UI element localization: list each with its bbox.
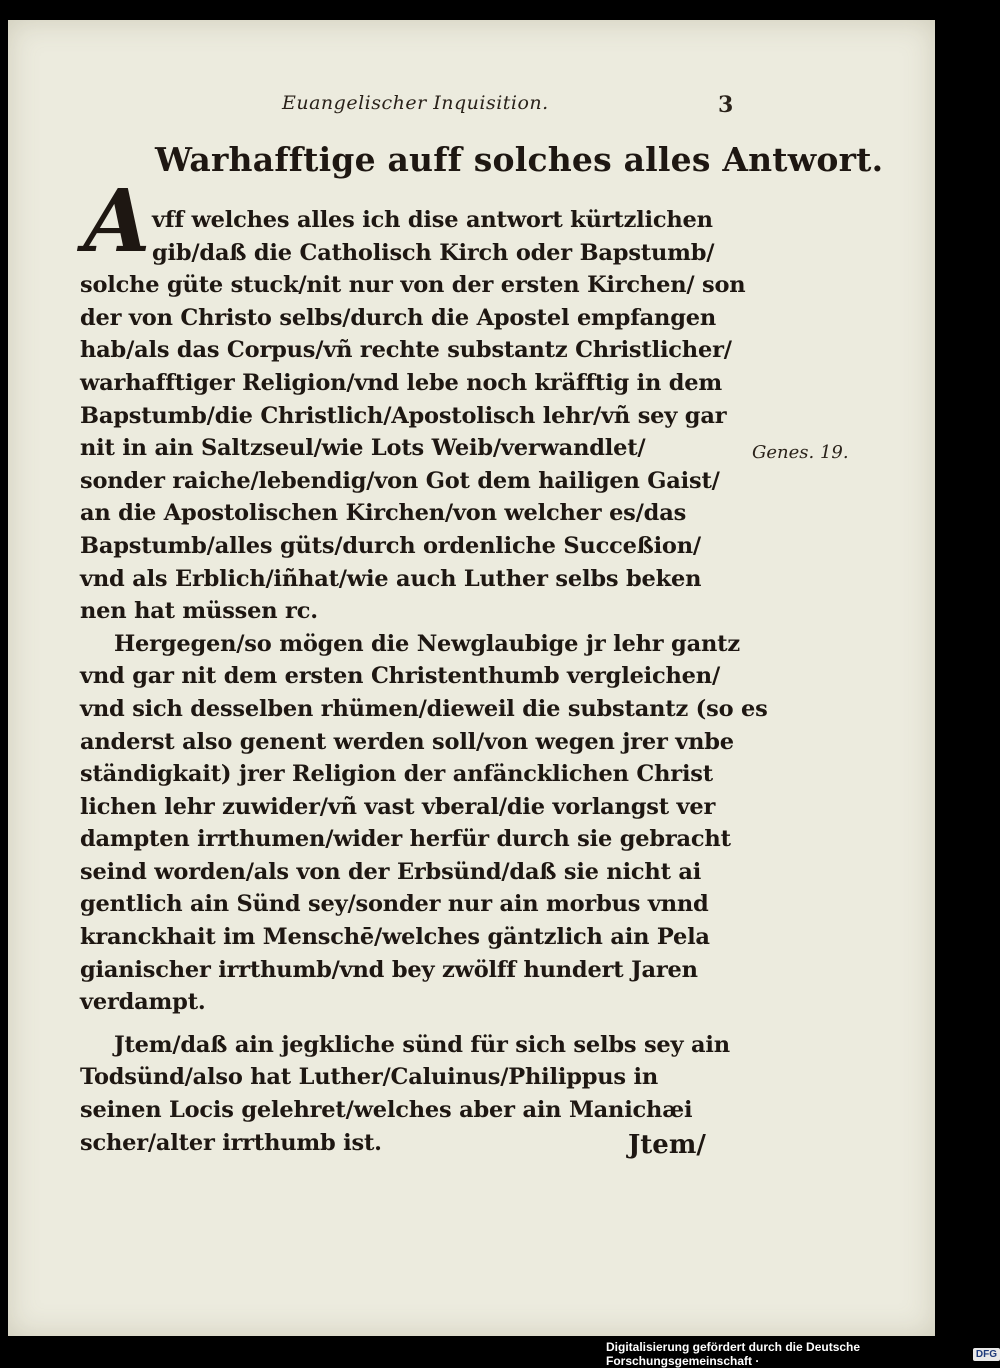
margin-note: Genes. 19. [752,442,849,463]
page-number: 3 [718,92,734,118]
text-line: scher/alter irrthumb ist. [80,1129,382,1156]
text-line: gianischer irrthumb/vnd bey zwölff hundert Jaren [80,956,698,983]
text-line: gentlich ain Sünd sey/sonder nur ain morbus vnnd [80,891,709,918]
dfg-logo-badge: DFG [973,1348,1000,1361]
text-line: ständigkait) jrer Religion der anfäncklichen Christ [80,761,713,788]
digitization-footer [606,1340,1000,1368]
text-line: solche güte stuck/nit nur von der ersten Kirchen/ son [80,272,746,299]
text-line: seinen Locis gelehret/welches aber ain Manichæi [80,1097,693,1124]
text-line: warhafftiger Religion/vnd lebe noch kräfftig in dem [80,369,723,396]
text-line: seind worden/als von der Erbsünd/daß sie nicht ai [80,858,702,885]
text-line: nit in ain Saltzseul/wie Lots Weib/verwandlet/ [80,435,646,462]
running-head: Euangelischer Inquisition. [282,92,549,114]
text-line: hab/als das Corpus/vñ rechte substantz Christlicher/ [80,337,732,364]
text-line: vff welches alles ich dise antwort kürtzlichen [152,207,713,233]
text-line: nen hat müssen rc. [80,598,318,625]
text-line: verdampt. [80,989,206,1016]
text-line: Todsünd/also hat Luther/Caluinus/Philippus in [80,1064,659,1091]
text-line: dampten irrthumen/wider herfür durch sie gebracht [80,826,731,853]
paragraph-gap [80,1019,740,1029]
page-header [0,92,1000,122]
text-line: vnd sich desselben rhümen/dieweil die substantz (so es [80,695,768,722]
text-line: vnd gar nit dem ersten Christenthumb vergleichen/ [80,663,720,690]
catchword: Jtem/ [628,1130,706,1160]
text-line: gib/daß die Catholisch Kirch oder Bapstumb/ [152,239,715,266]
text-line: der von Christo selbs/durch die Apostel empfangen [80,304,717,331]
text-line: anderst also genent werden soll/von wegen jrer vnbe [80,728,734,755]
footer-credit: Digitalisierung gefördert durch die Deutsche Forschungsgemeinschaft · [606,1340,861,1368]
decorated-initial: A [83,171,151,272]
text-line: an die Apostolischen Kirchen/von welcher es/das [80,500,687,527]
text-line: Jtem/daß ain jegkliche sünd für sich selbs sey ain [114,1031,730,1058]
body-text [80,204,768,1159]
text-line: vnd als Erblich/iñhat/wie auch Luther selbs beken [80,565,702,592]
text-line: Hergegen/so mögen die Newglaubige jr lehr gantz [114,630,740,657]
text-line: Bapstumb/alles güts/durch ordenliche Succeßion/ [80,532,701,559]
section-heading: Warhafftige auff solches alles Antwort. [155,140,884,179]
text-line: sonder raiche/lebendig/von Got dem hailigen Gaist/ [80,467,720,494]
text-line: kranckhait im Menschē/welches gäntzlich ain Pela [80,924,710,951]
text-line: lichen lehr zuwider/vñ vast vberal/die vorlangst ver [80,793,716,820]
text-line: Bapstumb/die Christlich/Apostolisch lehr/vñ sey gar [80,402,727,429]
